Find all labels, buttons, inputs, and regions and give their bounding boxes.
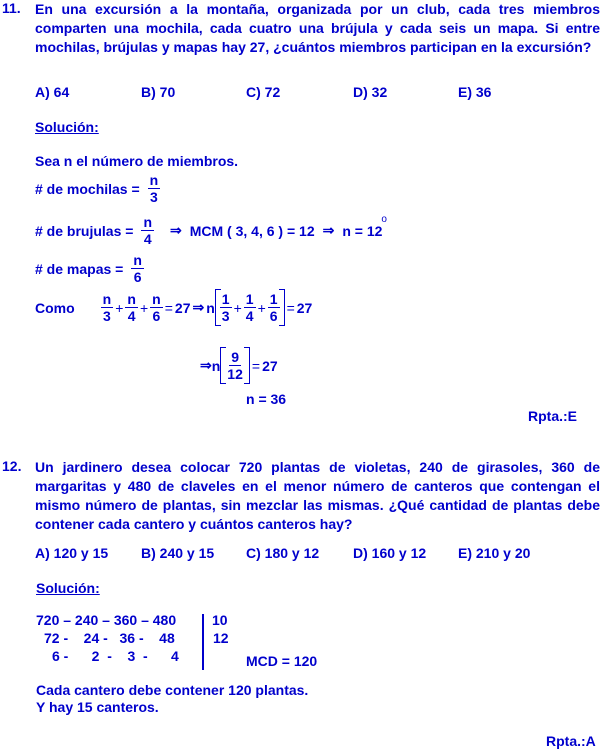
brujulas-fraction: $\frac{n}{4}$ [143, 214, 152, 247]
p11-option-a: A) 64 [35, 84, 70, 100]
problem-12-number: 12. [2, 458, 22, 474]
p12-option-c: C) 180 y 12 [246, 545, 320, 561]
p12-option-b: B) 240 y 15 [141, 545, 215, 561]
division-row-3: 6 - 2 - 3 - 4 [52, 648, 179, 664]
n-equals-multiple: n = 12 o [342, 213, 387, 239]
mapas-fraction: $\frac{n}{6}$ [133, 252, 142, 285]
bracket-nine-twelve: $\frac{9}{12}$ [220, 347, 250, 384]
como-equation: Como $\frac{n}{3}$ + $\frac{n}{4}$ + $\frac{n}{6}$ = 27 ⇒ n $\frac{1}{3}$ + $\frac{1}{4}$ + $\frac{1}{6}$ = 27 [35, 291, 313, 324]
brujulas-label: # de brujulas = [35, 222, 134, 239]
p11-answer: Rpta.:E [528, 408, 577, 424]
p11-solution-label: Solución: [35, 119, 99, 135]
p11-option-d: D) 32 [353, 84, 388, 100]
implies-icon: ⇒ [192, 299, 205, 315]
divisor-2: 12 [213, 630, 229, 646]
division-divider [202, 614, 204, 670]
implies-icon: ⇒ [200, 357, 212, 373]
mochilas-fraction: $\frac{n}{3}$ [149, 172, 159, 205]
mochilas-row [35, 172, 160, 205]
problem-12-statement: Un jardinero desea colocar 720 plantas de violetas, 240 de girasoles, 360 de margaritas y 480 de claveles en el menor número de canteros que contengan el mismo número de plantas, sin mezclar las mismas. ¿Qué cantidad de plantas debe contener cada cantero y cuántos canteros hay? [35, 459, 600, 532]
p11-result: n = 36 [246, 391, 287, 407]
mapas-label: # de mapas = [35, 260, 124, 277]
divisor-1: 10 [212, 612, 228, 628]
step-equation: ⇒ n $\frac{9}{12}$ = 27 [200, 349, 278, 382]
mcm-text: MCM ( 3, 4, 6 ) = 12 [189, 222, 315, 239]
p11-option-b: B) 70 [141, 84, 176, 100]
mcd-result: MCD = 120 [246, 653, 318, 669]
problem-11-number: 11. [2, 0, 21, 16]
division-row-2: 72 - 24 - 36 - 48 [44, 630, 175, 646]
p12-option-e: E) 210 y 20 [458, 545, 531, 561]
problem-11-statement: En una excursión a la montaña, organizada por un club, cada tres miembros comparten una mochila, cada cuatro una brújula y cada seis un mapa. Si entre mochilas, brújulas y mapas hay 27, ¿cuántos miembros participan en la excursión? [35, 1, 600, 55]
p12-answer: Rpta.:A [546, 733, 596, 749]
p12-option-d: D) 160 y 12 [353, 545, 427, 561]
p11-option-e: E) 36 [458, 84, 492, 100]
brujulas-row [35, 213, 387, 247]
p12-conclusion-1: Cada cantero debe contener 120 plantas. [36, 682, 309, 698]
mapas-row [35, 252, 144, 285]
implies-icon: ⇒ [170, 222, 182, 238]
multiple-ring-icon: o [381, 213, 387, 225]
bracket-sum: $\frac{1}{3}$ + $\frac{1}{4}$ + $\frac{1}{6}$ [215, 289, 285, 326]
mochilas-label: # de mochilas = [35, 180, 140, 197]
implies-icon: ⇒ [322, 222, 335, 238]
p11-option-c: C) 72 [246, 84, 281, 100]
p12-conclusion-2: Y hay 15 canteros. [36, 699, 159, 715]
como-label: Como [35, 299, 75, 316]
division-row-1: 720 – 240 – 360 – 480 [36, 612, 177, 628]
p11-intro: Sea n el número de miembros. [35, 153, 239, 169]
p12-option-a: A) 120 y 15 [35, 545, 109, 561]
p12-solution-label: Solución: [36, 580, 100, 596]
